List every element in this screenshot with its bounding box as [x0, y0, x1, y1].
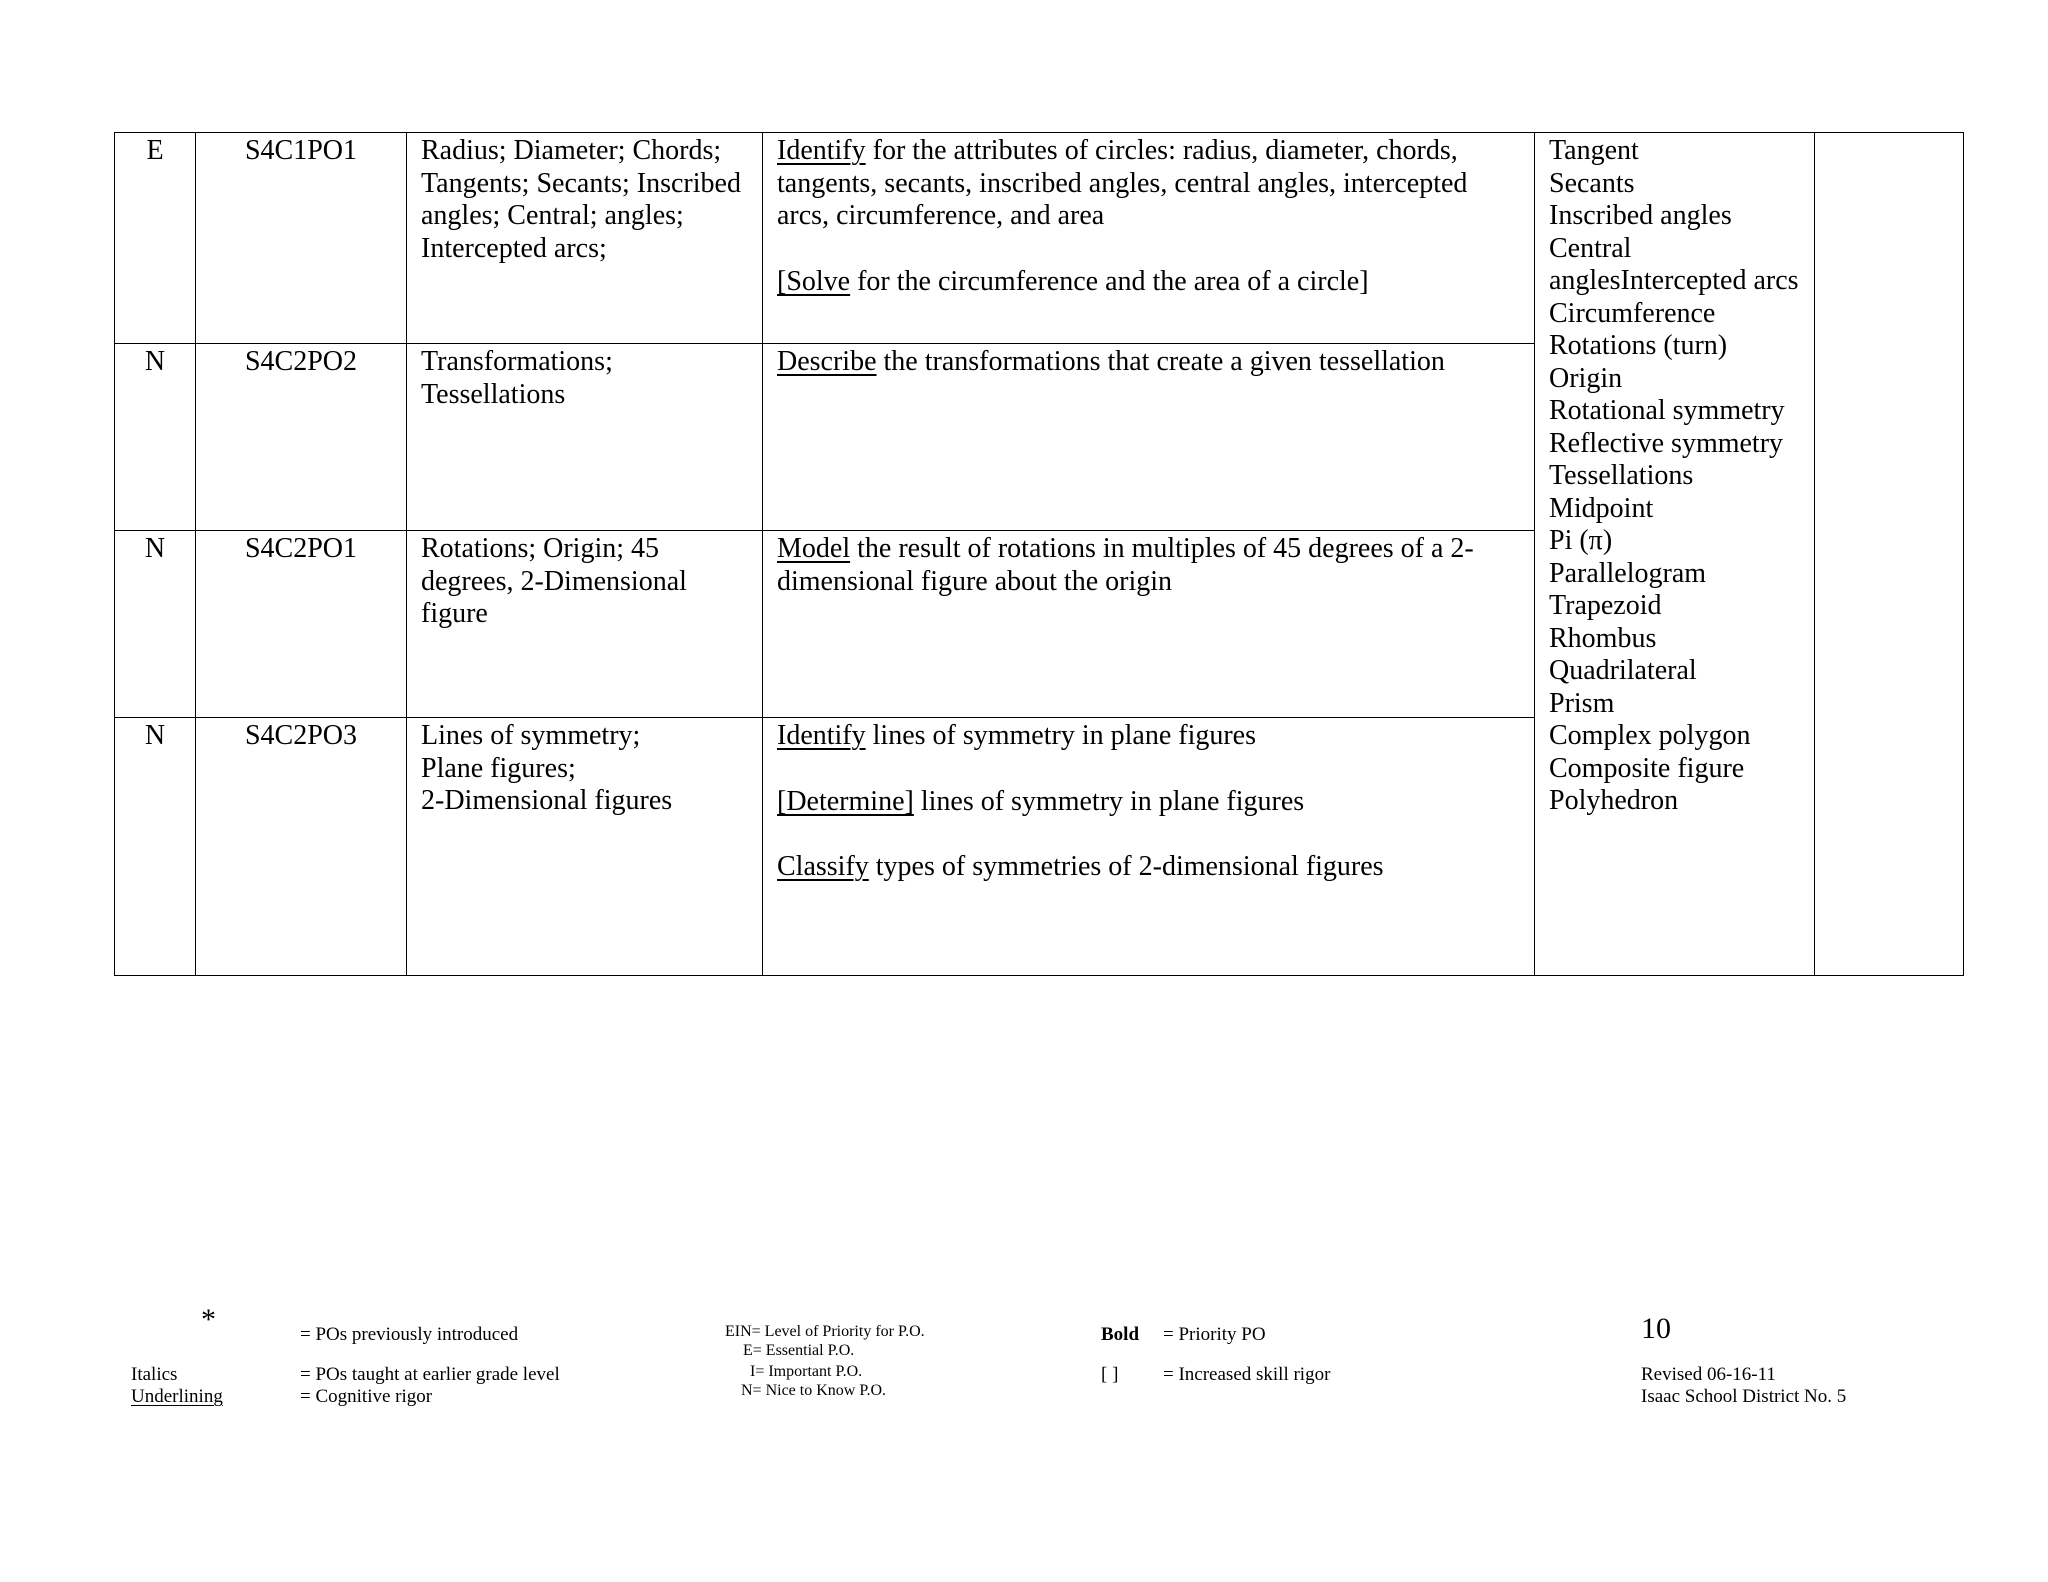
vocabulary-term: Inscribed angles — [1549, 200, 1732, 231]
cognitive-verb: [Solve — [777, 265, 851, 297]
priority-cell: N — [115, 344, 196, 531]
brackets-definition: = Increased skill rigor — [1163, 1364, 1331, 1385]
priority-cell: N — [115, 531, 196, 718]
table-row — [115, 133, 1964, 344]
cognitive-verb: Classify — [777, 851, 869, 882]
italics-definition: = POs taught at earlier grade level — [300, 1364, 560, 1385]
objective-text: lines of symmetry in plane figures — [913, 785, 1305, 817]
vocabulary-term: Prism — [1549, 687, 1615, 719]
star-definition: = POs previously introduced — [300, 1324, 519, 1345]
ein-title: EIN= Level of Priority for P.O. — [725, 1323, 925, 1340]
code-cell: S4C1PO1 — [196, 133, 407, 344]
objectives-cell — [763, 718, 1535, 976]
vocabulary-term: Midpoint — [1549, 492, 1654, 524]
vocabulary-term: Parallelogram — [1549, 557, 1707, 589]
revised-date: Revised 06-16-11 — [1641, 1364, 1776, 1385]
ein-important: I= Important P.O. — [750, 1363, 863, 1380]
objective — [777, 266, 1524, 299]
code-cell: S4C2PO1 — [196, 531, 407, 718]
vocabulary-term: Quadrilateral — [1549, 655, 1697, 686]
concept-line: Lines of symmetry; — [421, 720, 641, 751]
blank-cell — [1815, 133, 1964, 976]
vocabulary-term: Tessellations — [1549, 460, 1694, 491]
objectives-cell — [763, 344, 1535, 531]
vocabulary-term: Rhombus — [1549, 622, 1657, 654]
objective-text: for the attributes of circles: radius, diameter, chords, tangents, secants, inscribed angles, central angles, intercepted arcs, circumference, and area — [777, 135, 1468, 231]
district-name: Isaac School District No. 5 — [1641, 1386, 1847, 1407]
curriculum-table — [114, 132, 1964, 976]
vocabulary-term: Secants — [1549, 167, 1635, 199]
vocabulary-term: Tangent — [1549, 135, 1639, 166]
cognitive-verb: Model — [777, 533, 851, 564]
underlining-definition: = Cognitive rigor — [300, 1386, 433, 1407]
cognitive-verb: [Determine] — [777, 785, 914, 817]
objective-text: the result of rotations in multiples of 45 degrees of a 2-dimensional figure about the origin — [777, 533, 1474, 597]
vocabulary-term: Central anglesIntercepted arcs — [1549, 232, 1799, 296]
cognitive-verb: Describe — [777, 346, 877, 377]
vocabulary-cell — [1535, 133, 1815, 976]
vocabulary-term: Polyhedron — [1549, 785, 1679, 816]
objective — [777, 851, 1524, 884]
objective — [777, 346, 1524, 379]
concepts-cell: Transformations; Tessellations — [407, 344, 763, 531]
code-cell: S4C2PO3 — [196, 718, 407, 976]
vocabulary-term: Rotations (turn) — [1549, 330, 1728, 361]
vocabulary-term: Circumference — [1549, 297, 1716, 329]
objective — [777, 135, 1524, 233]
star-symbol: * — [201, 1303, 216, 1336]
concept-line: 2-Dimensional figures — [421, 785, 673, 816]
priority-cell: N — [115, 718, 196, 976]
italics-label: Italics — [131, 1364, 178, 1385]
underlining-label: Underlining — [131, 1386, 223, 1407]
cognitive-verb: Identify — [777, 720, 866, 751]
concept-line: Plane figures; — [421, 752, 576, 784]
objective — [777, 786, 1524, 819]
concepts-cell — [407, 718, 763, 976]
objectives-cell — [763, 133, 1535, 344]
vocabulary-term: Pi (π) — [1549, 525, 1613, 556]
vocabulary-term: Origin — [1549, 362, 1623, 394]
cognitive-verb: Identify — [777, 135, 866, 166]
ein-essential: E= Essential P.O. — [743, 1342, 855, 1359]
bold-label: Bold — [1101, 1324, 1140, 1345]
objective-text: the transformations that create a given tessellation — [876, 346, 1445, 377]
ein-nice: N= Nice to Know P.O. — [741, 1382, 887, 1399]
vocabulary-term: Complex polygon — [1549, 720, 1751, 751]
objective — [777, 720, 1524, 753]
brackets-label: [ ] — [1101, 1364, 1119, 1385]
concepts-cell: Rotations; Origin; 45 degrees, 2-Dimensional figure — [407, 531, 763, 718]
page-number: 10 — [1641, 1312, 1671, 1345]
priority-cell: E — [115, 133, 196, 344]
vocabulary-term: Composite figure — [1549, 752, 1745, 784]
objective-text: lines of symmetry in plane figures — [865, 720, 1256, 751]
objective-text: types of symmetries of 2-dimensional figures — [868, 851, 1384, 882]
objective-text: for the circumference and the area of a circle] — [850, 265, 1369, 297]
vocabulary-term: Trapezoid — [1549, 590, 1662, 621]
vocabulary-term: Rotational symmetry — [1549, 395, 1785, 426]
vocabulary-term: Reflective symmetry — [1549, 427, 1784, 459]
code-cell: S4C2PO2 — [196, 344, 407, 531]
concepts-cell: Radius; Diameter; Chords; Tangents; Secants; Inscribed angles; Central; angles; Intercepted arcs; — [407, 133, 763, 344]
objectives-cell — [763, 531, 1535, 718]
bold-definition: = Priority PO — [1163, 1324, 1266, 1345]
objective — [777, 533, 1524, 598]
